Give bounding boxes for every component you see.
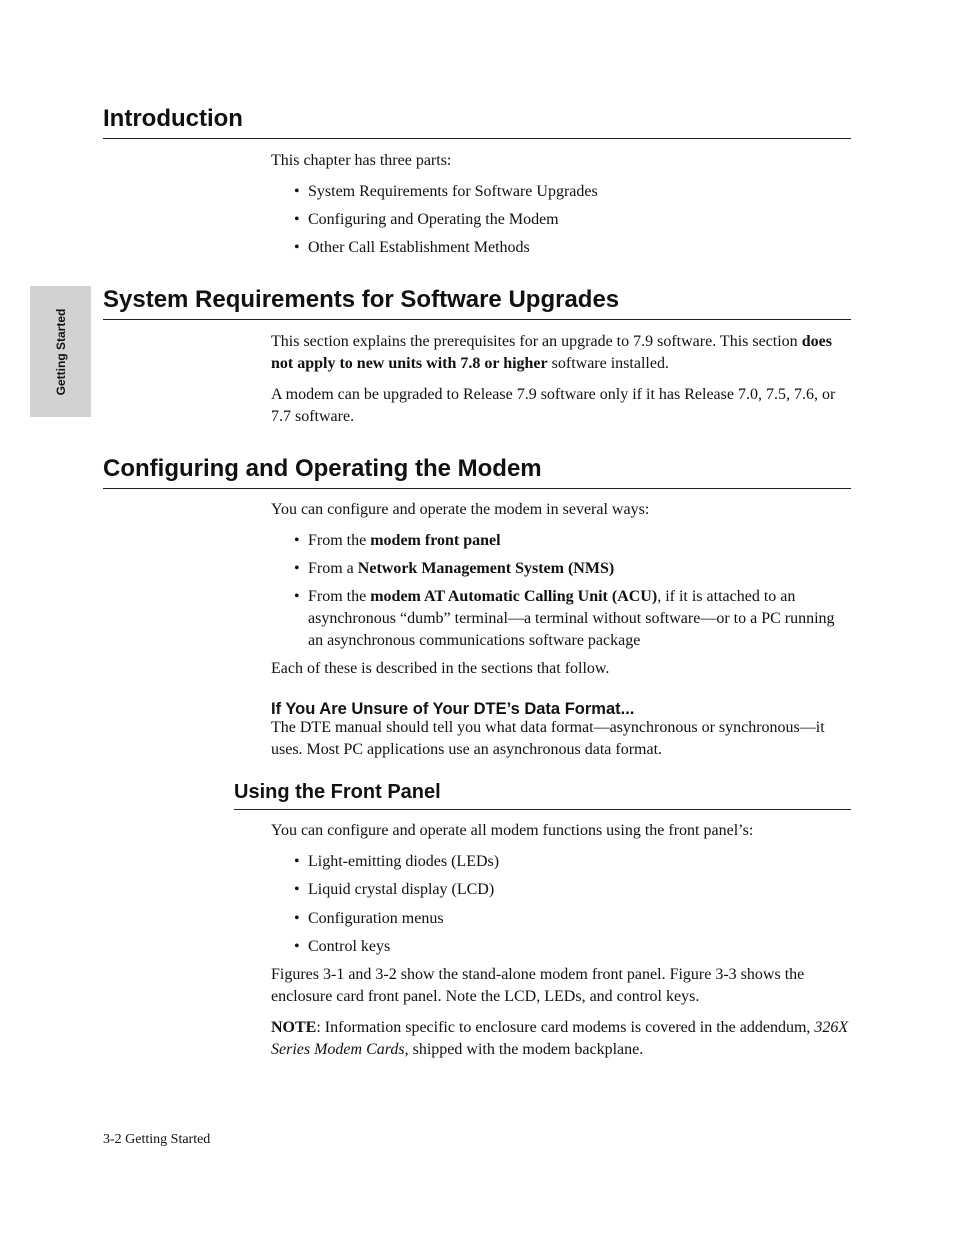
list-item: • Liquid crystal display (LCD): [294, 881, 495, 898]
list-item: • From a Network Management System (NMS): [294, 560, 615, 577]
list-item: • Control keys: [294, 938, 391, 955]
dte-format-paragraph: The DTE manual should tell you what data format—asynchronous or synchronous—it uses. Most PC applications use an asynchronous data format.: [271, 719, 825, 758]
list-item: • Configuring and Operating the Modem: [294, 211, 559, 228]
list-item: • System Requirements for Software Upgrades: [294, 183, 598, 200]
page-footer: 3-2 Getting Started: [103, 1132, 211, 1147]
note-paragraph: NOTE: Information specific to enclosure card modems is covered in the addendum, 326X Series Modem Cards, shipped with the modem backplane.: [271, 1019, 849, 1058]
subheading-dte-format: If You Are Unsure of Your DTE’s Data Format...: [271, 700, 635, 718]
heading-front-panel: Using the Front Panel: [234, 779, 851, 810]
list-item: • Configuration menus: [294, 910, 444, 927]
front-panel-intro: You can configure and operate all modem functions using the front panel’s:: [271, 822, 754, 839]
list-item: • From the modem AT Automatic Calling Unit (ACU), if it is attached to an asynchronous “dumb” terminal—a terminal without software—or to a PC running an asynchronous communications software package: [294, 588, 835, 649]
list-item: • Other Call Establishment Methods: [294, 239, 530, 256]
configuring-intro: You can configure and operate the modem in several ways:: [271, 501, 650, 518]
heading-configuring: Configuring and Operating the Modem: [103, 454, 851, 489]
chapter-side-tab: [30, 286, 91, 417]
list-item: • Light-emitting diodes (LEDs): [294, 853, 500, 870]
intro-paragraph: This chapter has three parts:: [271, 152, 452, 169]
upgrade-eligibility-paragraph: A modem can be upgraded to Release 7.9 software only if it has Release 7.0, 7.5, 7.6, or 7.7 software.: [271, 386, 836, 425]
figures-paragraph: Figures 3-1 and 3-2 show the stand-alone modem front panel. Figure 3-3 shows the enclosure card front panel. Note the LCD, LEDs, and control keys.: [271, 966, 805, 1005]
heading-introduction: Introduction: [103, 104, 851, 139]
side-tab-label: Getting Started: [53, 308, 68, 395]
list-item: • From the modem front panel: [294, 532, 501, 549]
heading-system-requirements: System Requirements for Software Upgrades: [103, 285, 851, 320]
system-requirements-paragraph: This section explains the prerequisites for an upgrade to 7.9 software. This section does not apply to new units with 7.8 or higher software installed.: [271, 333, 832, 372]
configuring-outro: Each of these is described in the sections that follow.: [271, 660, 610, 677]
